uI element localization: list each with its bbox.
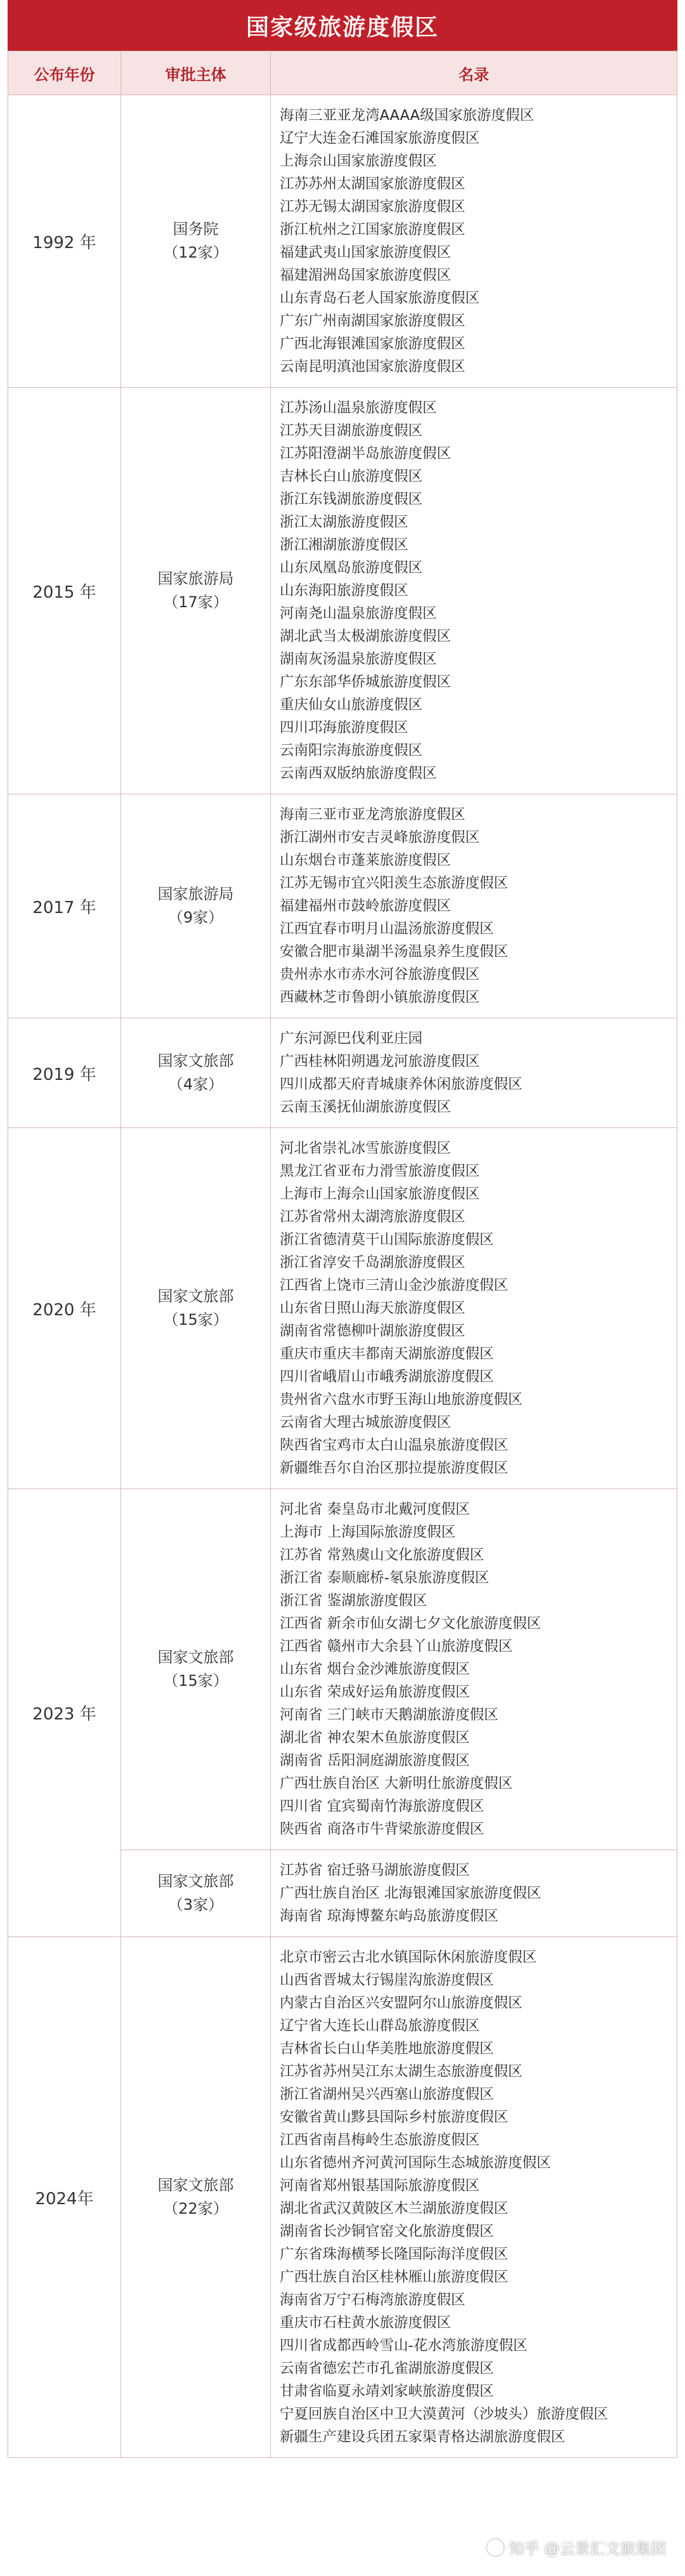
list-item: 吉林省长白山华美胜地旅游度假区 (280, 2040, 494, 2057)
names-cell (271, 1937, 677, 2458)
authority-name: 国家文旅部 (157, 1872, 234, 1890)
year-cell: 2017 年 (8, 794, 121, 1018)
list-item: 重庆市石柱黄水旅游度假区 (280, 2315, 452, 2331)
table-row (8, 794, 677, 1018)
list-item: 新疆生产建设兵团五家渠青格达湖旅游度假区 (280, 2429, 566, 2445)
list-item: 江苏省常州太湖湾旅游度假区 (280, 1209, 466, 1225)
names-cell (271, 1128, 677, 1489)
list-item: 江西省南昌梅岭生态旅游度假区 (280, 2132, 480, 2148)
watermark (487, 2536, 666, 2558)
list-item: 浙江湖州市安吉灵峰旅游度假区 (280, 829, 480, 846)
list-item: 江西省 新余市仙女湖七夕文化旅游度假区 (280, 1615, 542, 1632)
list-item: 云南省大理古城旅游度假区 (280, 1414, 452, 1431)
list-item: 广西桂林阳朔遇龙河旅游度假区 (280, 1053, 480, 1070)
authority-name: 国家文旅部 (157, 2176, 234, 2194)
names-cell (271, 1850, 677, 1937)
year-cell: 1992 年 (8, 95, 121, 388)
authority-cell (121, 1850, 271, 1937)
list-item: 江苏汤山温泉旅游度假区 (280, 400, 437, 416)
names-cell (271, 1489, 677, 1850)
authority-count: （12家） (163, 244, 228, 261)
authority-count: （17家） (163, 593, 228, 611)
year-cell: 2020 年 (8, 1128, 121, 1489)
authority-cell (121, 794, 271, 1018)
list-item: 河南省郑州银基国际旅游度假区 (280, 2178, 480, 2194)
list-item: 江苏苏州太湖国家旅游度假区 (280, 176, 466, 192)
list-item: 云南昆明滇池国家旅游度假区 (280, 358, 466, 375)
list-item: 四川省 宜宾蜀南竹海旅游度假区 (280, 1798, 485, 1815)
list-item: 广西壮族自治区 北海银滩国家旅游度假区 (280, 1885, 542, 1902)
list-item: 海南省万宁石梅湾旅游度假区 (280, 2292, 466, 2308)
list-item: 上海市上海佘山国家旅游度假区 (280, 1186, 480, 1202)
table-title: 国家级旅游度假区 (8, 0, 677, 51)
list-item: 陕西省 商洛市牛背梁旅游度假区 (280, 1821, 485, 1837)
list-item: 江苏天目湖旅游度假区 (280, 423, 423, 439)
list-item: 贵州赤水市赤水河谷旅游度假区 (280, 966, 480, 983)
list-item: 江西宜春市明月山温汤旅游度假区 (280, 921, 494, 937)
list-item: 广西北海银滩国家旅游度假区 (280, 336, 466, 352)
list-item: 江西省 赣州市大余县丫山旅游度假区 (280, 1638, 513, 1655)
list-item: 安徽合肥市巢湖半汤温泉养生度假区 (280, 943, 509, 960)
list-item: 山东省 烟台金沙滩旅游度假区 (280, 1661, 470, 1678)
list-item: 宁夏回族自治区中卫大漠黄河（沙坡头）旅游度假区 (280, 2406, 608, 2422)
list-item: 上海佘山国家旅游度假区 (280, 153, 437, 169)
list-item: 广西壮族自治区 大新明仕旅游度假区 (280, 1775, 513, 1792)
list-item: 吉林长白山旅游度假区 (280, 468, 423, 485)
list-item: 上海市 上海国际旅游度假区 (280, 1524, 456, 1541)
authority-name: 国家文旅部 (157, 1051, 234, 1070)
list-item: 江苏省 宿迁骆马湖旅游度假区 (280, 1862, 470, 1879)
table-body (8, 95, 677, 2458)
list-item: 云南西双版纳旅游度假区 (280, 765, 437, 782)
year-cell: 2023 年 (8, 1489, 121, 1937)
list-item: 浙江省 泰顺廊桥-氡泉旅游度假区 (280, 1570, 490, 1586)
list-item: 湖北省武汉黄陂区木兰湖旅游度假区 (280, 2200, 509, 2217)
list-item: 浙江太湖旅游度假区 (280, 514, 408, 530)
authority-cell (121, 1489, 271, 1850)
list-item: 广东东部华侨城旅游度假区 (280, 674, 452, 690)
table-header-row (8, 51, 677, 95)
list-item: 广东广州南湖国家旅游度假区 (280, 313, 466, 329)
list-item: 山东省德州齐河黄河国际生态城旅游度假区 (280, 2155, 551, 2171)
table-row (8, 1937, 677, 2458)
authority-count: （15家） (163, 1311, 228, 1329)
list-item: 江西省上饶市三清山金沙旅游度假区 (280, 1277, 509, 1294)
watermark-text: 知乎 @云景汇文旅集团 (509, 2540, 666, 2558)
list-item: 云南省德宏芒市孔雀湖旅游度假区 (280, 2360, 494, 2377)
list-item: 云南阳宗海旅游度假区 (280, 742, 423, 759)
list-item: 新疆维吾尔自治区那拉提旅游度假区 (280, 1460, 509, 1476)
authority-cell (121, 1937, 271, 2458)
list-item: 湖北武当太极湖旅游度假区 (280, 628, 452, 645)
list-item: 河南尧山温泉旅游度假区 (280, 605, 437, 622)
list-item: 四川省峨眉山市峨秀湖旅游度假区 (280, 1369, 494, 1385)
list-item: 辽宁大连金石滩国家旅游度假区 (280, 130, 480, 147)
list-item: 河南省 三门峡市天鹅湖旅游度假区 (280, 1707, 499, 1723)
list-item: 浙江省湖州吴兴西塞山旅游度假区 (280, 2086, 494, 2103)
list-item: 山东凤凰岛旅游度假区 (280, 560, 423, 576)
resort-table (8, 51, 677, 2458)
year-cell: 2015 年 (8, 388, 121, 794)
list-item: 广东河源巴伐利亚庄园 (280, 1030, 423, 1047)
authority-count: （15家） (163, 1672, 228, 1690)
list-item: 湖南省常德柳叶湖旅游度假区 (280, 1323, 466, 1339)
zhihu-logo-icon (487, 2539, 504, 2556)
list-item: 山东省日照山海天旅游度假区 (280, 1300, 466, 1317)
table-row (8, 1018, 677, 1128)
header-authority: 审批主体 (121, 51, 271, 95)
list-item: 江苏无锡太湖国家旅游度假区 (280, 199, 466, 215)
authority-name: 国务院 (173, 220, 219, 238)
list-item: 辽宁省大连长山群岛旅游度假区 (280, 2018, 480, 2034)
authority-name: 国家旅游局 (157, 884, 234, 903)
names-cell (271, 95, 677, 388)
list-item: 湖南省 岳阳洞庭湖旅游度假区 (280, 1752, 470, 1769)
authority-count: （4家） (167, 1075, 224, 1093)
authority-name: 国家文旅部 (157, 1648, 234, 1666)
list-item: 河北省崇礼冰雪旅游度假区 (280, 1140, 452, 1157)
table-row (8, 1128, 677, 1489)
list-item: 山东省 荣成好运角旅游度假区 (280, 1684, 470, 1700)
authority-count: （3家） (167, 1896, 224, 1914)
list-item: 内蒙古自治区兴安盟阿尔山旅游度假区 (280, 1995, 523, 2011)
list-item: 安徽省黄山黟县国际乡村旅游度假区 (280, 2109, 509, 2126)
list-item: 山东青岛石老人国家旅游度假区 (280, 290, 480, 306)
list-item: 浙江省德清莫干山国际旅游度假区 (280, 1232, 494, 1248)
authority-cell (121, 388, 271, 794)
list-item: 浙江东钱湖旅游度假区 (280, 491, 423, 508)
list-item: 重庆仙女山旅游度假区 (280, 697, 423, 713)
list-item: 浙江湘湖旅游度假区 (280, 537, 408, 553)
list-item: 浙江杭州之江国家旅游度假区 (280, 221, 466, 238)
year-cell: 2019 年 (8, 1018, 121, 1128)
list-item: 重庆市重庆丰都南天湖旅游度假区 (280, 1346, 494, 1362)
list-item: 湖南省长沙铜官窑文化旅游度假区 (280, 2223, 494, 2240)
list-item: 山西省晋城太行锡崖沟旅游度假区 (280, 1972, 494, 1988)
list-item: 海南省 琼海博鳌东屿岛旅游度假区 (280, 1908, 499, 1924)
authority-name: 国家旅游局 (157, 569, 234, 588)
table-row (8, 95, 677, 388)
list-item: 广西壮族自治区桂林雁山旅游度假区 (280, 2269, 509, 2285)
list-item: 云南玉溪抚仙湖旅游度假区 (280, 1099, 452, 1115)
list-item: 西藏林芝市鲁朗小镇旅游度假区 (280, 989, 480, 1006)
list-item: 江苏阳澄湖半岛旅游度假区 (280, 445, 452, 462)
list-item: 四川邛海旅游度假区 (280, 720, 408, 736)
header-names: 名录 (271, 51, 677, 95)
list-item: 陕西省宝鸡市太白山温泉旅游度假区 (280, 1437, 509, 1454)
list-item: 江苏省苏州吴江东太湖生态旅游度假区 (280, 2063, 523, 2080)
list-item: 北京市密云古北水镇国际休闲旅游度假区 (280, 1949, 537, 1966)
authority-count: （22家） (163, 2200, 228, 2218)
table-row (8, 388, 677, 794)
list-item: 四川成都天府青城康养休闲旅游度假区 (280, 1076, 523, 1093)
authority-name: 国家文旅部 (157, 1287, 234, 1305)
list-item: 甘肃省临夏永靖刘家峡旅游度假区 (280, 2383, 494, 2400)
list-item: 山东海阳旅游度假区 (280, 582, 408, 599)
list-item: 四川省成都西岭雪山-花水湾旅游度假区 (280, 2337, 528, 2354)
table-row (8, 1489, 677, 1850)
list-item: 广东省珠海横琴长隆国际海洋度假区 (280, 2246, 509, 2263)
list-item: 海南三亚市亚龙湾旅游度假区 (280, 806, 466, 823)
names-cell (271, 1018, 677, 1128)
list-item: 黑龙江省亚布力滑雪旅游度假区 (280, 1163, 480, 1180)
authority-count: （9家） (167, 909, 224, 926)
list-item: 浙江省 鉴湖旅游度假区 (280, 1593, 427, 1609)
list-item: 浙江省淳安千岛湖旅游度假区 (280, 1254, 466, 1271)
list-item: 山东烟台市蓬莱旅游度假区 (280, 852, 452, 869)
list-item: 河北省 秦皇岛市北戴河度假区 (280, 1501, 470, 1518)
list-item: 湖南灰汤温泉旅游度假区 (280, 651, 437, 667)
names-cell (271, 794, 677, 1018)
list-item: 贵州省六盘水市野玉海山地旅游度假区 (280, 1391, 523, 1408)
list-item: 福建福州市鼓岭旅游度假区 (280, 898, 452, 914)
list-item: 江苏无锡市宜兴阳羡生态旅游度假区 (280, 875, 509, 891)
list-item: 湖北省 神农架木鱼旅游度假区 (280, 1730, 470, 1746)
list-item: 江苏省 常熟虞山文化旅游度假区 (280, 1547, 485, 1563)
list-item: 海南三亚亚龙湾AAAA级国家旅游度假区 (280, 107, 534, 124)
year-cell: 2024年 (8, 1937, 121, 2458)
authority-cell (121, 95, 271, 388)
list-item: 福建湄洲岛国家旅游度假区 (280, 267, 452, 284)
authority-cell (121, 1128, 271, 1489)
names-cell (271, 388, 677, 794)
list-item: 福建武夷山国家旅游度假区 (280, 244, 452, 261)
authority-cell (121, 1018, 271, 1128)
header-year: 公布年份 (8, 51, 121, 95)
